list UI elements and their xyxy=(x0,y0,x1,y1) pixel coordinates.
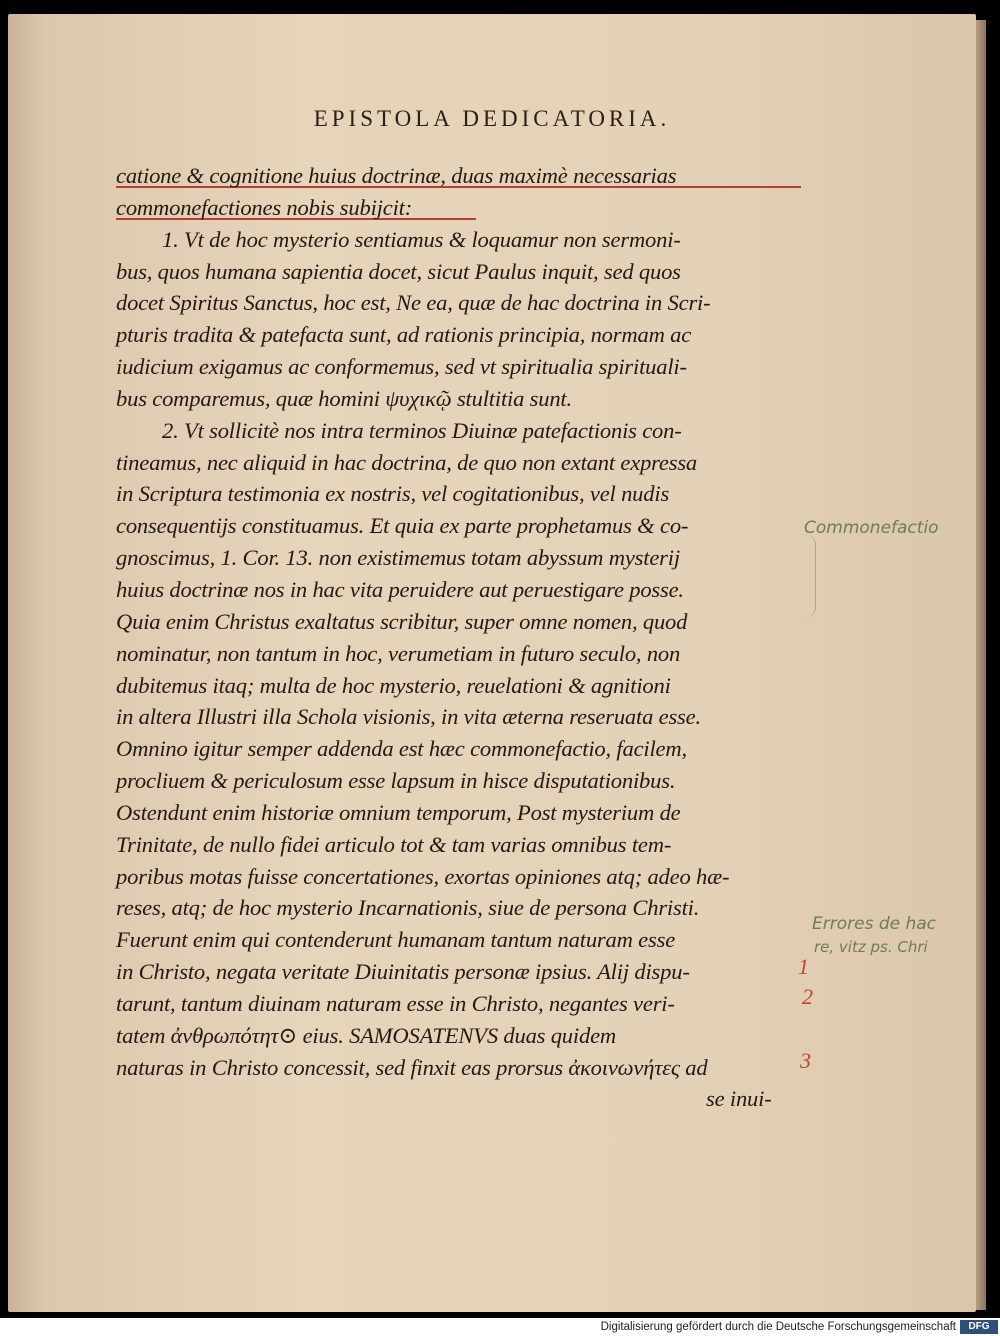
text-line: iudicium exigamus ac conformemus, sed vt spiritualia spirituali- xyxy=(116,354,687,380)
text-line: tarunt, tantum diuinam naturam esse in Christo, negantes veri- xyxy=(116,990,675,1016)
text-line: naturas in Christo concessit, sed finxit eas prorsus ἀκοινωνήτες ad xyxy=(116,1054,708,1080)
margin-number-1: 1 xyxy=(798,954,809,979)
text-line: tatem ἀνθρωπότητ⊙ eius. SAMOSATENVS duas quidem xyxy=(116,1022,617,1048)
text-line: Fuerunt enim qui contenderunt humanam tantum naturam esse xyxy=(116,927,676,953)
margin-number-2: 2 xyxy=(802,984,813,1009)
digitization-credit: Digitalisierung gefördert durch die Deutsche Forschungsgemeinschaft xyxy=(0,1318,1000,1336)
text-line: Omnino igitur semper addenda est hæc commonefactio, facilem, xyxy=(116,736,687,762)
text-line: 2. Vt sollicitè nos intra terminos Diuinæ patefactionis con- xyxy=(162,417,682,443)
text-line: Ostendunt enim historiæ omnium temporum, Post mysterium de xyxy=(116,799,681,825)
text-line: dubitemus itaq; multa de hoc mysterio, reuelationi & agnitioni xyxy=(116,672,671,698)
text-line: gnoscimus, 1. Cor. 13. non existimemus totam abyssum mysterij xyxy=(116,545,680,571)
book-page xyxy=(8,14,976,1312)
text-line: bus comparemus, quæ homini ψυχικῷ stultitia sunt. xyxy=(116,385,572,411)
page-edge xyxy=(976,20,986,1310)
text-line: tineamus, nec aliquid in hac doctrina, de quo non extant expressa xyxy=(116,449,698,475)
margin-note-errores: Errores de hac xyxy=(812,914,937,934)
page-body-text xyxy=(116,160,801,1115)
text-line: nominatur, non tantum in hoc, verumetiam in futuro seculo, non xyxy=(116,640,681,666)
text-line: 1. Vt de hoc mysterio sentiamus & loquamur non sermoni- xyxy=(162,226,681,252)
text-line: reses, atq; de hoc mysterio Incarnationis, siue de persona Christi. xyxy=(116,895,700,921)
text-line: Quia enim Christus exaltatus scribitur, super omne nomen, quod xyxy=(116,608,688,634)
text-line: pturis tradita & patefacta sunt, ad rationis principia, normam ac xyxy=(116,322,692,348)
margin-number-3: 3 xyxy=(800,1048,811,1073)
running-title: EPISTOLA DEDICATORIA. xyxy=(313,106,671,131)
text-line: docet Spiritus Sanctus, hoc est, Ne ea, quæ de hac doctrina in Scri- xyxy=(116,290,711,316)
text-line: poribus motas fuisse concertationes, exortas opiniones atq; adeo hæ- xyxy=(116,863,730,889)
text-line: catione & cognitione huius doctrinæ, duas maximè necessarias xyxy=(116,160,801,192)
text-line: huius doctrinæ nos in hac vita peruidere aut peruestigare posse. xyxy=(116,576,684,602)
text-line: in Christo, negata veritate Diuinitatis personæ ipsius. Alij dispu- xyxy=(116,959,690,985)
text-line: bus, quos humana sapientia docet, sicut Paulus inquit, sed quos xyxy=(116,258,681,284)
margin-note-commonefactio: Commonefactio xyxy=(804,518,939,538)
dfg-logo: DFG xyxy=(960,1320,998,1334)
text-line: procliuem & periculosum esse lapsum in hisce disputationibus. xyxy=(116,768,676,794)
margin-note-errores-cont: re, vitz ps. Chri xyxy=(814,938,928,956)
catchword-line: se inui- xyxy=(706,1086,772,1112)
text-line: consequentijs constituamus. Et quia ex parte prophetamus & co- xyxy=(116,513,689,539)
text-line: commonefactiones nobis subijcit: xyxy=(116,192,476,224)
text-line: in altera Illustri illa Schola visionis, in vita æterna reseruata esse. xyxy=(116,704,701,730)
text-line: Trinitate, de nullo fidei articulo tot & tam varias omnibus tem- xyxy=(116,831,672,857)
margin-brace xyxy=(805,534,816,618)
text-line: in Scriptura testimonia ex nostris, vel cogitationibus, vel nudis xyxy=(116,481,670,507)
